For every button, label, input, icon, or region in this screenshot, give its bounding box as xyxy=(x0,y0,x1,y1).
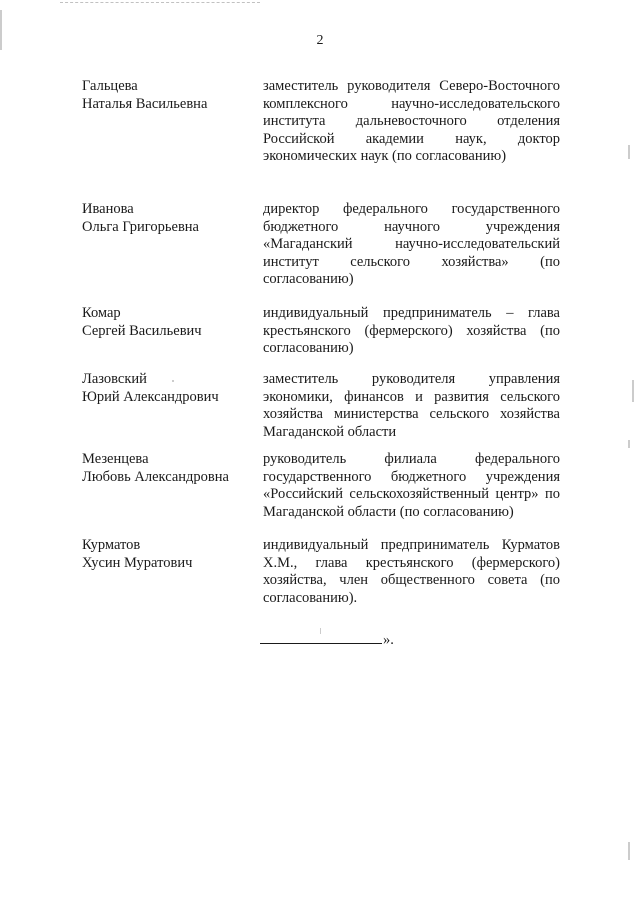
member-surname: Мезенцева xyxy=(82,451,149,467)
member-surname: Лазовский xyxy=(82,371,147,387)
member-given-names: Юрий Александрович xyxy=(82,388,219,405)
member-position: заместитель руководителя управления экономики, финансов и развития сельского хозяйства министерства сельского хозяйства Магаданской области xyxy=(263,371,560,440)
member-name xyxy=(82,78,252,113)
member-position: директор федерального государственного бюджетного научного учреждения «Магаданский научно-исследовательский институт сельского хозяйства» (по согласованию) xyxy=(263,201,560,287)
member-given-names: Ольга Григорьевна xyxy=(82,218,199,235)
scan-speck xyxy=(172,380,174,382)
scan-speck xyxy=(628,440,630,448)
scan-edge-mark xyxy=(0,10,2,50)
member-given-names: Сергей Васильевич xyxy=(82,322,202,339)
member-name xyxy=(82,201,252,236)
scan-speck xyxy=(628,145,630,159)
member-surname: Гальцева xyxy=(82,78,138,94)
member-position: руководитель филиала федерального государственного бюджетного учреждения «Российский сельскохозяйственный центр» по Магаданской области (по согласованию) xyxy=(263,451,560,520)
member-name xyxy=(82,305,252,340)
member-name xyxy=(82,451,252,486)
scan-speck xyxy=(632,380,634,402)
member-position: индивидуальный предприниматель Курматов Х.М., глава крестьянского (фермерского) хозяйства, член общественного совета (по согласованию). xyxy=(263,537,560,606)
member-position: индивидуальный предприниматель – глава крестьянского (фермерского) хозяйства (по согласованию) xyxy=(263,305,560,356)
member-surname: Иванова xyxy=(82,201,134,217)
member-given-names: Любовь Александровна xyxy=(82,468,229,485)
member-name xyxy=(82,537,252,572)
member-given-names: Наталья Васильевна xyxy=(82,95,208,112)
member-position: заместитель руководителя Северо-Восточного комплексного научно-исследовательского института дальневосточного отделения Российской академии наук, доктор экономических наук (по согласованию) xyxy=(263,78,560,164)
member-name xyxy=(82,371,252,406)
member-given-names: Хусин Муратович xyxy=(82,554,193,571)
closing-underline xyxy=(260,630,382,644)
closing-quote-mark: ». xyxy=(383,632,394,648)
page-number: 2 xyxy=(316,33,324,48)
scan-edge-rule xyxy=(60,2,260,3)
member-surname: Курматов xyxy=(82,537,141,553)
scan-speck xyxy=(320,628,321,634)
list-closing xyxy=(260,630,394,650)
scan-speck xyxy=(628,842,630,860)
member-surname: Комар xyxy=(82,305,121,321)
